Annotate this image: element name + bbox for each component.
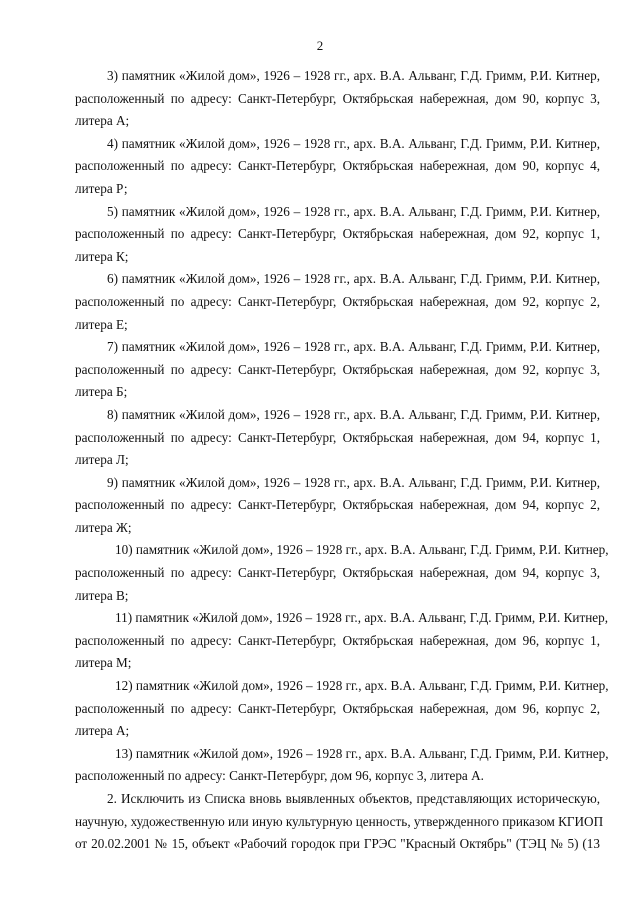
text-line: расположенный по адресу: Санкт-Петербург, Октябрьская набережная, дом 96, корпус 2,: [75, 700, 600, 716]
text-line: литера Р;: [75, 180, 128, 196]
text-line: литера К;: [75, 248, 129, 264]
text-line: литера Л;: [75, 452, 129, 468]
text-line: литера А;: [75, 723, 130, 739]
list-item: [75, 133, 600, 201]
text-line: литера В;: [75, 587, 129, 603]
text-line: расположенный по адресу: Санкт-Петербург, Октябрьская набережная, дом 92, корпус 2,: [75, 293, 600, 309]
text-line: 13) памятник «Жилой дом», 1926 – 1928 гг., арх. В.А. Альванг, Г.Д. Гримм, Р.И. Китнер,: [115, 745, 609, 761]
page-number: 2: [316, 38, 324, 53]
text-line: 12) памятник «Жилой дом», 1926 – 1928 гг., арх. В.А. Альванг, Г.Д. Гримм, Р.И. Китнер,: [115, 678, 609, 694]
text-line: научную, художественную или иную культурную ценность, утвержденного приказом КГИОП: [75, 813, 604, 829]
text-line: расположенный по адресу: Санкт-Петербург, Октябрьская набережная, дом 92, корпус 3,: [75, 361, 600, 377]
text-line: 7) памятник «Жилой дом», 1926 – 1928 гг., арх. В.А. Альванг, Г.Д. Гримм, Р.И. Китнер,: [107, 339, 600, 355]
list-item: [75, 336, 600, 404]
list-item: [75, 743, 609, 788]
text-line: литера А;: [75, 113, 130, 129]
document-body: [75, 65, 609, 856]
text-line: расположенный по адресу: Санкт-Петербург, дом 96, корпус 3, литера А.: [75, 768, 484, 784]
text-line: от 20.02.2001 № 15, объект «Рабочий городок при ГРЭС "Красный Октябрь" (ТЭЦ № 5) (13: [75, 836, 600, 852]
text-line: расположенный по адресу: Санкт-Петербург, Октябрьская набережная, дом 90, корпус 3,: [75, 90, 600, 106]
text-line: 9) памятник «Жилой дом», 1926 – 1928 гг., арх. В.А. Альванг, Г.Д. Гримм, Р.И. Китнер,: [107, 474, 600, 490]
list-item: [75, 472, 600, 540]
text-line: 2. Исключить из Списка вновь выявленных объектов, представляющих историческую,: [107, 791, 600, 806]
text-line: литера Ж;: [75, 519, 132, 535]
text-line: расположенный по адресу: Санкт-Петербург, Октябрьская набережная, дом 92, корпус 1,: [75, 226, 600, 242]
text-line: литера М;: [75, 655, 132, 671]
clause-paragraph: [75, 788, 604, 856]
text-line: 11) памятник «Жилой дом», 1926 – 1928 гг., арх. В.А. Альванг, Г.Д. Гримм, Р.И. Китнер,: [115, 610, 609, 626]
list-item: [75, 675, 609, 743]
list-item: [75, 201, 600, 269]
list-item: [75, 404, 600, 472]
text-line: литера Б;: [75, 384, 128, 400]
text-line: 5) памятник «Жилой дом», 1926 – 1928 гг., арх. В.А. Альванг, Г.Д. Гримм, Р.И. Китнер,: [107, 203, 600, 219]
text-line: 3) памятник «Жилой дом», 1926 – 1928 гг., арх. В.А. Альванг, Г.Д. Гримм, Р.И. Китнер,: [107, 68, 600, 83]
list-item: [75, 607, 609, 675]
list-item: [75, 539, 609, 607]
text-line: 8) памятник «Жилой дом», 1926 – 1928 гг., арх. В.А. Альванг, Г.Д. Гримм, Р.И. Китнер,: [107, 406, 600, 422]
text-line: расположенный по адресу: Санкт-Петербург, Октябрьская набережная, дом 94, корпус 1,: [75, 429, 600, 445]
text-line: 4) памятник «Жилой дом», 1926 – 1928 гг., арх. В.А. Альванг, Г.Д. Гримм, Р.И. Китнер,: [107, 135, 600, 151]
list-item: [75, 65, 600, 133]
list-item: [75, 268, 600, 336]
text-line: литера Е;: [75, 316, 128, 332]
text-line: 10) памятник «Жилой дом», 1926 – 1928 гг., арх. В.А. Альванг, Г.Д. Гримм, Р.И. Китнер,: [115, 542, 609, 558]
text-line: расположенный по адресу: Санкт-Петербург, Октябрьская набережная, дом 90, корпус 4,: [75, 158, 600, 174]
text-line: расположенный по адресу: Санкт-Петербург, Октябрьская набережная, дом 94, корпус 2,: [75, 497, 600, 513]
text-line: расположенный по адресу: Санкт-Петербург, Октябрьская набережная, дом 94, корпус 3,: [75, 565, 600, 581]
text-line: расположенный по адресу: Санкт-Петербург, Октябрьская набережная, дом 96, корпус 1,: [75, 632, 600, 648]
text-line: 6) памятник «Жилой дом», 1926 – 1928 гг., арх. В.А. Альванг, Г.Д. Гримм, Р.И. Китнер,: [107, 271, 600, 287]
